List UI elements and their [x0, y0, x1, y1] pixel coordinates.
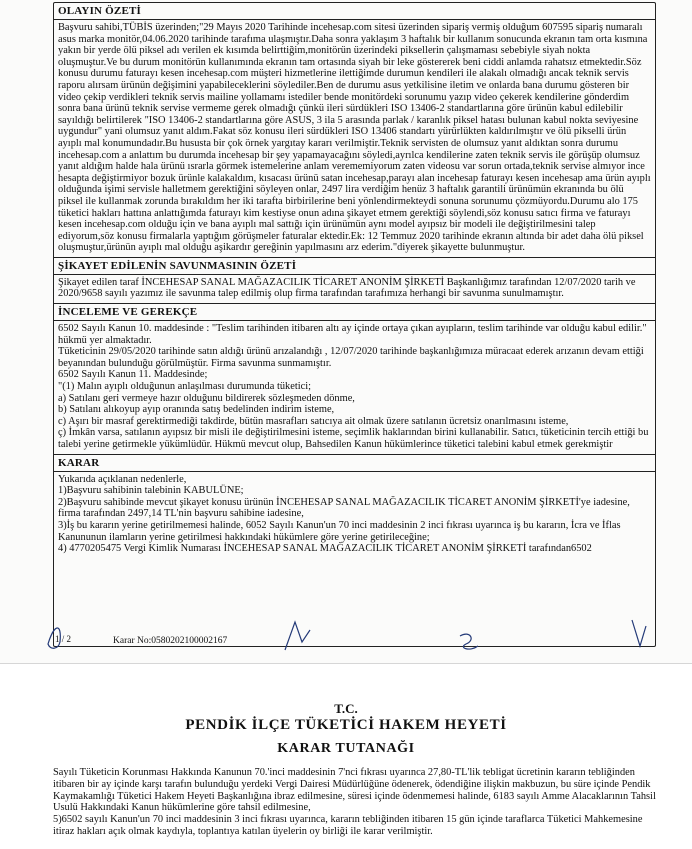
- document-page-2: [0, 681, 692, 849]
- inceleme-line: a) Satılanı geri vermeye hazır olduğunu bildirerek sözleşmeden dönme,: [58, 392, 355, 404]
- section-heading-savunma: ŞİKAYET EDİLENİN SAVUNMASININ ÖZETİ: [54, 257, 655, 275]
- signature-2-icon: [285, 622, 310, 650]
- karar-number: Karar No:0580202100002167: [113, 636, 228, 646]
- section-body-karar: [54, 472, 655, 558]
- olay-ozeti-text: Başvuru sahibi,TÜBİS üzerinden;"29 Mayıs 2020 Tarihinde incehesap.com sitesi üzerinden sipariş vermiş olduğum 607595 sipariş numaralı asus marka monitör,04.06.2020 tarihinde tarafıma ulaşmıştır.Daha sonra yaklaşım 3 haftalık bir kullanım sonucunda ekranın tam orta kısmına yakın bir yerde ölü piksel adı verilen ek kısımda belirttiğim,monitörün üzerindeki piksellerin çalışmaması sebebiyle siyah nokta oluşmuştur.Ve bu durum monitörün kullanımında ekranın tam ortasında siyah bir leke göstererek beni ciddi anlamda rahatsız etmektedir.Söz konusu durumu faturayı kesen incehesap.com müşteri hizmetlerine ilettiğimde durumun kendileri ile alakalı olmadığı ancak teknik servis raporu alırsam ürünün değişimini yapabileceklerini söylediler.Ben de durumu asus yetkilisine iletim ve onlarda bana durumu gösteren bir video çekip verdikleri teknik servis mailine yollamamı istediler bende monitördeki sorunumu yazıp video çekerek kendilerine gönderdim sonra bana ürünü teknik servise vermeme gerek olmadığı çünkü ileri sürdükleri ISO 13406-2 standartlarına göre ürünün kabul edilebilir sayıldığı belirtilerek "ISO 13406-2 standartlarına göre ASUS, 3 ila 5 arasında parlak / karanlık piksel hatası bulunan kabul nokta seviyesine uygundur" yani olumsuz yanıt aldım.Fakat söz konusu ileri sürdükleri ISO 13406 standartı yürürlükten kaldırılmıştır ve ölü pikselli ürün ayıplı mal konumundadır.Bu hususta bir çok örnek yargıtay kararı verilmiştir.Teknik servisten de olumsuz yanıt aldıktan sonra durumu incehesap.com a anlattım bu durumda incehesap bir şey yapamayacağını söyledi,ayrılca kendilerine zaten teknik servis ile görüşüp olumsuz yanıt aldığım halde hala ürünü ısrarla görmek istemelerine anlam verememiyorum zaten videosu var sorun ortada,teknik servise almıyor ince hesapta değiştirmiyor bozuk ürünle kalakaldım, kısacası ürünü satan incehesap,parayı alan incehesap faturayı kesen incehesap ama ürün ayıplı olduğunda işimi servisle halletmem gerektiğini söyleyen onlar, 2497 lira verdiğim henüz 3 haftalık garantili ürünümün ekranında bu ölü piksel ile kullanmak zorunda bırakıldım her iki tarafta birbirilerine beni yönlendirmekteydi sonuna sorunumu çözmüyordu.Durumu alo 175 tüketici hakları hattına anlattığımda faturayı kim kestiyse onun adına şikayet etmem gerektiği söylendi,söz konusu satıcı firma ve faturayı kesen incehesap.com olduğu için ve bana ayıplı mal sattığı için ürünümün aynı model ayıpsız bir modeli ile değiştirilmesini talep ediyorum,söz konusu firmalarla yaptığım görüşmeler faturalar ektedir.Ek: 12 Temmuz 2020 tarihinde ekranın altında bir adet daha ölü piksel oluşmuştur,ürünün ayıplı mal olduğu aşikardır gereğinin yapılmasını arz ederim."diyerek şikayette bulunmuştur.: [58, 22, 651, 254]
- tc-header: T.C.: [334, 701, 358, 716]
- committee-title: PENDİK İLÇE TÜKETİCİ HAKEM HEYETİ: [185, 717, 507, 733]
- page2-paragraph: Sayılı Tüketicin Korunması Hakkında Kanunun 70.'inci maddesinin 7'nci fıkrası uyarınca 27,80-TL'lik tebligat ücretinin kararın tebliğinden itibaren bir ay içinde karşı tarafın bulunduğu yerdeki Vergi Dairesi Müdürlüğüne ödenerek, ödendiğine ilişkin makbuzun, bu süre içinde Pendik Kaymakamlığı Tüketici Hakem Heyeti Başkanlığına ibraz edilmesine, süresi içinde ödenmemesi halinde, 6183 sayılı Amme Alacaklarının Tahsil Usulü Hakkındaki Kanun hükümlerine göre tahsil edilmesine,: [53, 767, 656, 814]
- inceleme-line: b) Satılanı alıkoyup ayıp oranında satış bedelinden indirim isteme,: [58, 404, 335, 416]
- savunma-text: Şikayet edilen taraf İNCEHESAP SANAL MAĞAZACILIK TİCARET ANONİM ŞİRKETİ Başkanlığımız tarafından 12/07/2020 tarih ve 2020/9658 sayılı yazımız ile savunma talep edilmiş olup firma tarafından tarafımıza herhangi bir savunma sunulmamıştır.: [58, 276, 636, 300]
- page2-body: [53, 767, 658, 838]
- inceleme-line: "(1) Malın ayıplı olduğunun anlaşılması durumunda tüketici;: [58, 381, 311, 393]
- karar-line: 2)Başvuru sahibinde mevcut şikayet konusu ürünün İNCEHESAP SANAL MAĞAZACILIK TİCARET ANONİM ŞİRKETİ'ye iadesine, firma tarafından 2497,14 TL'nin başvuru sahibine iadesine,: [58, 496, 630, 520]
- signature-1-icon: [48, 628, 60, 648]
- section-body-savunma: [54, 275, 655, 303]
- section-heading-karar: KARAR: [54, 454, 655, 472]
- signatures: [40, 612, 660, 654]
- inceleme-line: 6502 Sayılı Kanun 11. Maddesinde;: [58, 369, 208, 381]
- inceleme-line: c) Aşırı bir masraf gerektirmediği takdirde, bütün masrafları satıcıya ait olmak üzere satılanın ücretsiz onarılmasını isteme,: [58, 415, 569, 427]
- karar-line: 4) 4770205475 Vergi Kimlik Numarası İNCEHESAP SANAL MAĞAZACILIK TİCARET ANONİM ŞİRKETİ tarafından6502: [58, 543, 592, 555]
- signature-4-icon: [632, 620, 646, 646]
- karar-tutanagi-title: KARAR TUTANAĞI: [277, 741, 415, 756]
- karar-line: 3)İş bu kararın yerine getirilmemesi halinde, 6052 Sayılı Kanun'un 70 inci maddesinin 2 inci fıkrası uyarınca iş bu kararın, İcra ve İflas Kanununun ilamların yerine getirilmesi hakkındaki hükümlere göre yerine getirileceğine;: [58, 519, 621, 543]
- karar-line: 1)Başvuru sahibinin talebinin KABULÜNE;: [58, 485, 244, 497]
- section-heading-olay-ozeti: OLAYIN ÖZETİ: [54, 3, 655, 20]
- inceleme-line: Tüketicinin 29/05/2020 tarihinde satın aldığı ürünü arızalandığı , 12/07/2020 tarihinde başkanlığımıza müracaat ederek arızanın devam ettiği beyanından bulunduğu görülmüştür. Firma savunma sunmamıştır.: [58, 346, 644, 369]
- inceleme-line: 6502 Sayılı Kanun 10. maddesinde : "Teslim tarihinden itibaren altı ay içinde ortaya çıkan ayıpların, teslim tarihinde var olduğu kabul edilir." hükmü yer almaktadır.: [58, 323, 647, 346]
- page-number: 1 / 2: [55, 634, 72, 644]
- inceleme-line: ç) İmkân varsa, satılanın ayıpsız bir misli ile değiştirilmesini isteme, seçimlik haklarından birini kullanabilir. Satıcı, tüketicinin tercih ettiği bu talebi yerine getirmekle yükümlüdür. Hükmü mevcut olup, Bahsedilen Kanun hükümlerince tüketici talebini kabul etmek gerekmiştir: [58, 427, 649, 450]
- signature-3-icon: [460, 634, 478, 649]
- section-body-olay-ozeti: [54, 20, 655, 257]
- page-separator: [0, 663, 692, 682]
- section-heading-inceleme: İNCELEME VE GEREKÇE: [54, 303, 655, 321]
- karar-line: Yukarıda açıklanan nedenlerle,: [58, 473, 187, 485]
- page2-paragraph: 5)6502 sayılı Kanun'un 70 inci maddesinin 3 inci fıkrası uyarınca, kararın tebliğinden itibaren 15 gün içinde taraflarca Tüketici Mahkemesine itiraz hakları açık olmak kaydıyla, toplantıya katılan üyelerin oy birliği ile karar verilmiştir.: [53, 814, 643, 837]
- decision-table: [53, 2, 656, 647]
- section-body-inceleme: [54, 321, 655, 454]
